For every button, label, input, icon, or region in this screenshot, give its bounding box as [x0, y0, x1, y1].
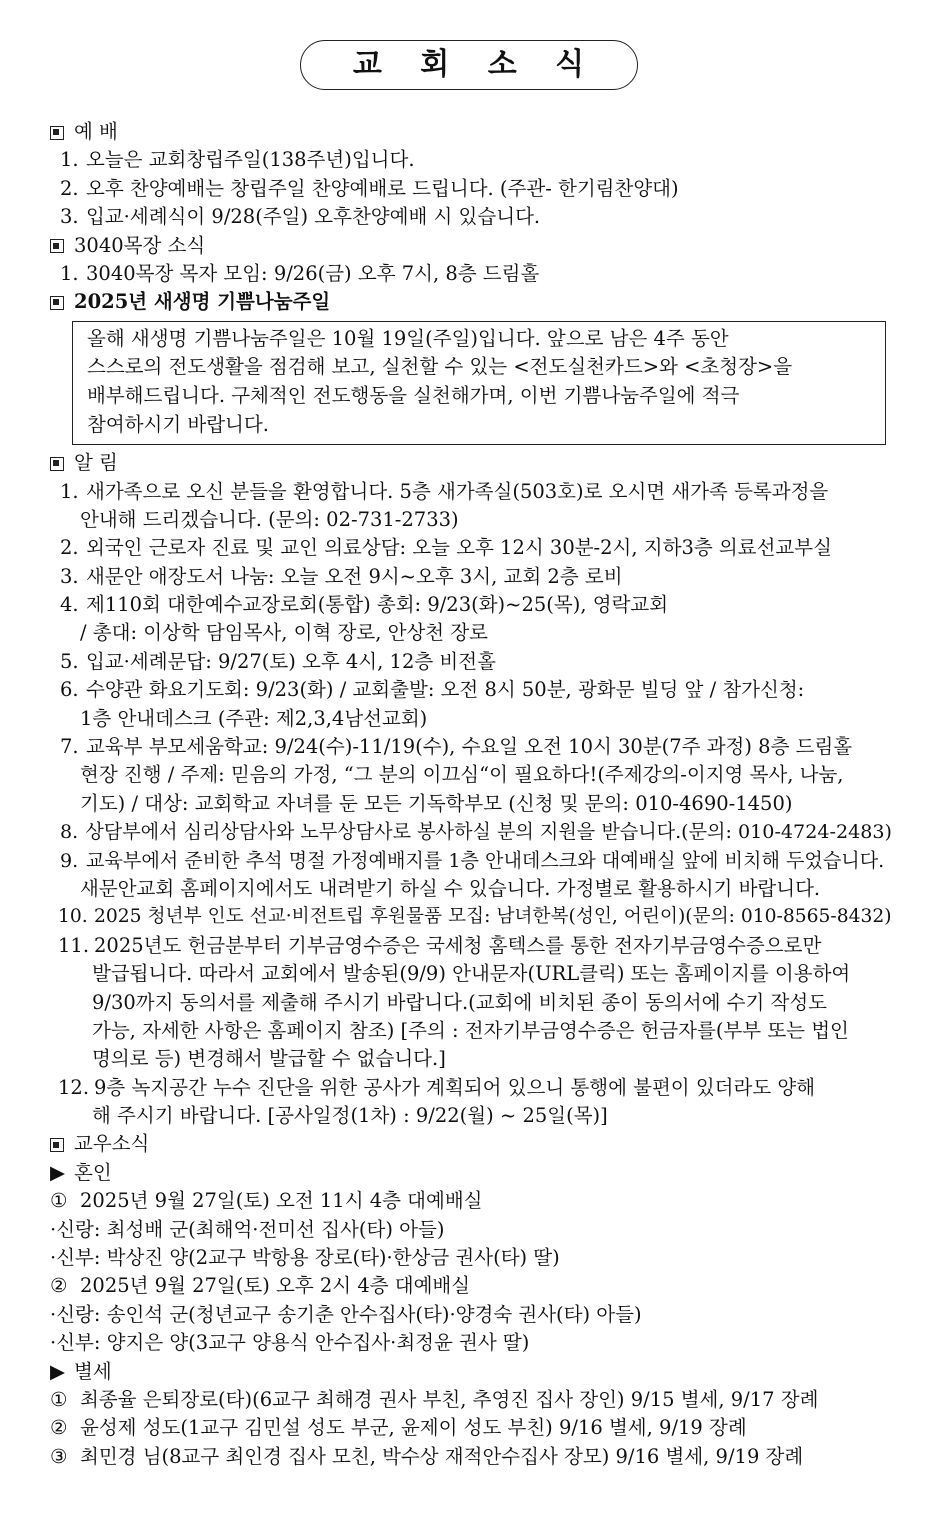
item-text: 3040목장 목자 모임: 9/26(금) 오후 7시, 8층 드림홀	[86, 261, 540, 285]
item-text: 2025년도 헌금분부터 기부금영수증은 국세청 홈텍스를 통한 전자기부금영수증으로만	[94, 933, 822, 957]
section-heading-members	[50, 1130, 892, 1158]
section-title: 2025년 새생명 기쁨나눔주일	[74, 290, 331, 314]
circled-number: ②	[50, 1274, 68, 1298]
wedding-heading	[50, 1159, 892, 1187]
item-number: 6.	[60, 678, 79, 702]
section-square-icon	[50, 296, 64, 310]
list-item	[50, 478, 892, 506]
item-text: 입교·세례식이 9/28(주일) 오후찬양예배 시 있습니다.	[86, 205, 541, 229]
notices-list	[50, 478, 892, 1131]
item-number: 5.	[60, 649, 79, 673]
circled-number: ①	[50, 1189, 68, 1213]
death-entry	[50, 1443, 892, 1471]
triangle-icon: ▶	[50, 1359, 65, 1383]
box-line: 배부해드립니다. 구체적인 전도행동을 실천해가며, 이번 기쁨나눔주일에 적극	[87, 383, 740, 407]
item-number: 11.	[58, 933, 90, 957]
item-text: 수양관 화요기도회: 9/23(화) / 교회출발: 오전 8시 50분, 광화문 빌딩 앞 / 참가신청:	[86, 678, 805, 702]
list-item-continuation	[50, 790, 892, 818]
section-square-icon	[50, 457, 64, 471]
wedding-bride: ·신부: 양지은 양(3교구 양용식 안수집사·최정윤 권사 딸)	[50, 1331, 530, 1355]
death-text: 윤성제 성도(1교구 김민설 성도 부군, 윤제이 성도 부친) 9/16 별세, 9/19 장례	[80, 1416, 747, 1440]
item-number: 7.	[60, 735, 79, 759]
list-item-continuation	[50, 875, 892, 903]
item-text: 새문안 애장도서 나눔: 오늘 오전 9시~오후 3시, 교회 2층 로비	[86, 564, 623, 588]
joyful-box	[72, 321, 886, 445]
item-number: 10.	[58, 906, 88, 928]
item-text: 2025 청년부 인도 선교·비전트립 후원물품 모집: 남녀한복(성인, 어린이)(문의: 010-8565-8432)	[94, 906, 892, 928]
list-item	[50, 648, 892, 676]
triangle-icon: ▶	[50, 1160, 65, 1184]
list-item-continuation	[50, 1102, 892, 1130]
death-text: 최종율 은퇴장로(타)(6교구 최해경 권사 부친, 추영진 집사 장인) 9/15 별세, 9/17 장례	[80, 1388, 819, 1411]
wedding-datetime: 2025년 9월 27일(토) 오후 2시 4층 대예배실	[80, 1274, 471, 1298]
item-number: 12.	[58, 1075, 90, 1099]
list-item	[50, 203, 892, 231]
item-number: 2.	[60, 176, 79, 200]
death-entry	[50, 1414, 892, 1442]
section-heading-worship	[50, 118, 892, 146]
section-heading-3040	[50, 232, 892, 260]
item-number: 1.	[60, 261, 79, 285]
wedding-datetime: 2025년 9월 27일(토) 오전 11시 4층 대예배실	[80, 1189, 483, 1213]
list-item	[50, 260, 892, 288]
circled-number: ②	[50, 1416, 68, 1440]
list-item-continuation	[50, 761, 892, 789]
section-heading-joyful	[50, 288, 892, 316]
list-item	[50, 563, 892, 591]
item-text: 제110회 대한예수교장로회(통합) 총회: 9/23(화)~25(목), 영락교회	[86, 593, 669, 617]
item-text: 안내해 드리겠습니다. (문의: 02-731-2733)	[80, 507, 459, 531]
item-text: 상담부에서 심리상담사와 노무상담사로 봉사하실 분의 지원을 받습니다.(문의: 010-4724-2483)	[85, 820, 892, 844]
wedding-groom: ·신랑: 송인석 군(청년교구 송기춘 안수집사(타)·양경숙 권사(타) 아들)	[50, 1302, 642, 1326]
item-number: 3.	[60, 564, 79, 588]
list-item-continuation	[50, 1045, 892, 1073]
item-number: 1.	[60, 148, 79, 172]
section-title: 교우소식	[74, 1132, 150, 1156]
section-title: 3040목장 소식	[74, 233, 206, 257]
bulletin-content	[50, 118, 892, 1471]
wedding-entry	[50, 1272, 892, 1300]
item-text: / 총대: 이상학 담임목사, 이혁 장로, 안상천 장로	[80, 621, 488, 645]
item-number: 1.	[60, 479, 79, 503]
item-number: 9.	[60, 848, 79, 872]
wedding-entry	[50, 1187, 892, 1215]
section-title: 예 배	[74, 120, 118, 143]
section-square-icon	[50, 1138, 64, 1152]
list-item	[50, 903, 892, 931]
list-item	[50, 534, 892, 562]
list-item-continuation	[50, 619, 892, 647]
deaths-heading	[50, 1358, 892, 1386]
item-text: 오후 찬양예배는 창립주일 찬양예배로 드립니다. (주관- 한기림찬양대)	[86, 176, 679, 200]
list-item	[50, 818, 892, 846]
item-number: 3.	[60, 205, 79, 229]
section-square-icon	[50, 239, 64, 253]
list-item-continuation	[50, 506, 892, 534]
box-line: 스스로의 전도생활을 점검해 보고, 실천할 수 있는 <전도실천카드>와 <초청장>을	[87, 355, 793, 379]
list-item-continuation	[50, 989, 892, 1017]
list-item	[50, 146, 892, 174]
wedding-bride: ·신부: 박상진 양(2교구 박항용 장로(타)·한상금 권사(타) 딸)	[50, 1246, 560, 1270]
list-item-continuation	[50, 705, 892, 733]
death-entry	[50, 1386, 892, 1414]
list-item	[50, 733, 892, 761]
box-line: 올해 새생명 기쁨나눔주일은 10월 19일(주일)입니다. 앞으로 남은 4주 동안	[87, 326, 729, 350]
item-number: 8.	[60, 820, 79, 844]
list-item-continuation	[50, 960, 892, 988]
page-title: 교 회 소 식	[300, 40, 638, 90]
section-title: 알 림	[74, 451, 118, 475]
item-text: 새문안교회 홈페이지에서도 내려받기 하실 수 있습니다. 가정별로 활용하시기 바랍니다.	[80, 876, 821, 900]
list-item	[50, 847, 892, 875]
item-text: 교육부 부모세움학교: 9/24(수)-11/19(수), 수요일 오전 10시 30분(7주 과정) 8층 드림홀	[86, 735, 853, 759]
item-text: 9층 녹지공간 누수 진단을 위한 공사가 계획되어 있으니 통행에 불편이 있더라도 양해	[94, 1075, 816, 1099]
circled-number: ①	[50, 1388, 68, 1411]
circled-number: ③	[50, 1444, 68, 1468]
item-text: 교육부에서 준비한 추석 명절 가정예배지를 1층 안내데스크와 대예배실 앞에 비치해 두었습니다.	[86, 848, 885, 872]
item-text: 가능, 자세한 사항은 홈페이지 참조) [주의 : 전자기부금영수증은 헌금자를(부부 또는 법인	[92, 1018, 849, 1042]
item-text: 명의로 등) 변경해서 발급할 수 없습니다.]	[92, 1047, 446, 1071]
section-heading-notices	[50, 449, 892, 477]
list-item-continuation	[50, 1017, 892, 1045]
deaths-label: 별세	[74, 1359, 112, 1383]
item-text: 입교·세례문답: 9/27(토) 오후 4시, 12층 비전홀	[86, 649, 496, 673]
wedding-label: 혼인	[74, 1160, 112, 1184]
title-area	[0, 40, 937, 90]
section-square-icon	[50, 126, 64, 140]
list-item	[50, 591, 892, 619]
item-number: 2.	[60, 536, 79, 560]
item-text: 발급됩니다. 따라서 교회에서 발송된(9/9) 안내문자(URL클릭) 또는 홈페이지를 이용하여	[92, 962, 851, 986]
item-text: 외국인 근로자 진료 및 교인 의료상담: 오늘 오후 12시 30분-2시, 지하3층 의료선교부실	[86, 536, 832, 560]
list-item	[50, 1074, 892, 1102]
list-item	[50, 932, 892, 960]
item-text: 현장 진행 / 주제: 믿음의 가정, “그 분의 이끄심“이 필요하다!(주제강의-이지영 목사, 나눔,	[80, 763, 844, 787]
list-item	[50, 676, 892, 704]
item-text: 오늘은 교회창립주일(138주년)입니다.	[86, 148, 415, 172]
item-text: 새가족으로 오신 분들을 환영합니다. 5층 새가족실(503호)로 오시면 새가족 등록과정을	[86, 479, 829, 503]
item-text: 9/30까지 동의서를 제출해 주시기 바랍니다.(교회에 비치된 종이 동의서에 수기 작성도	[92, 990, 828, 1014]
item-text: 1층 안내데스크 (주관: 제2,3,4남선교회)	[80, 706, 428, 730]
wedding-groom: ·신랑: 최성배 군(최해억·전미선 집사(타) 아들)	[50, 1217, 445, 1241]
item-text: 기도) / 대상: 교회학교 자녀를 둔 모든 기독학부모 (신청 및 문의: 010-4690-1450)	[80, 791, 793, 815]
death-text: 최민경 님(8교구 최인경 집사 모친, 박수상 재적안수집사 장모) 9/16 별세, 9/19 장례	[80, 1444, 804, 1468]
box-line: 참여하시기 바랍니다.	[87, 412, 269, 436]
item-text: 해 주시기 바랍니다. [공사일정(1차) : 9/22(월) ~ 25일(목)]	[92, 1104, 608, 1128]
list-item	[50, 175, 892, 203]
item-number: 4.	[60, 593, 79, 617]
